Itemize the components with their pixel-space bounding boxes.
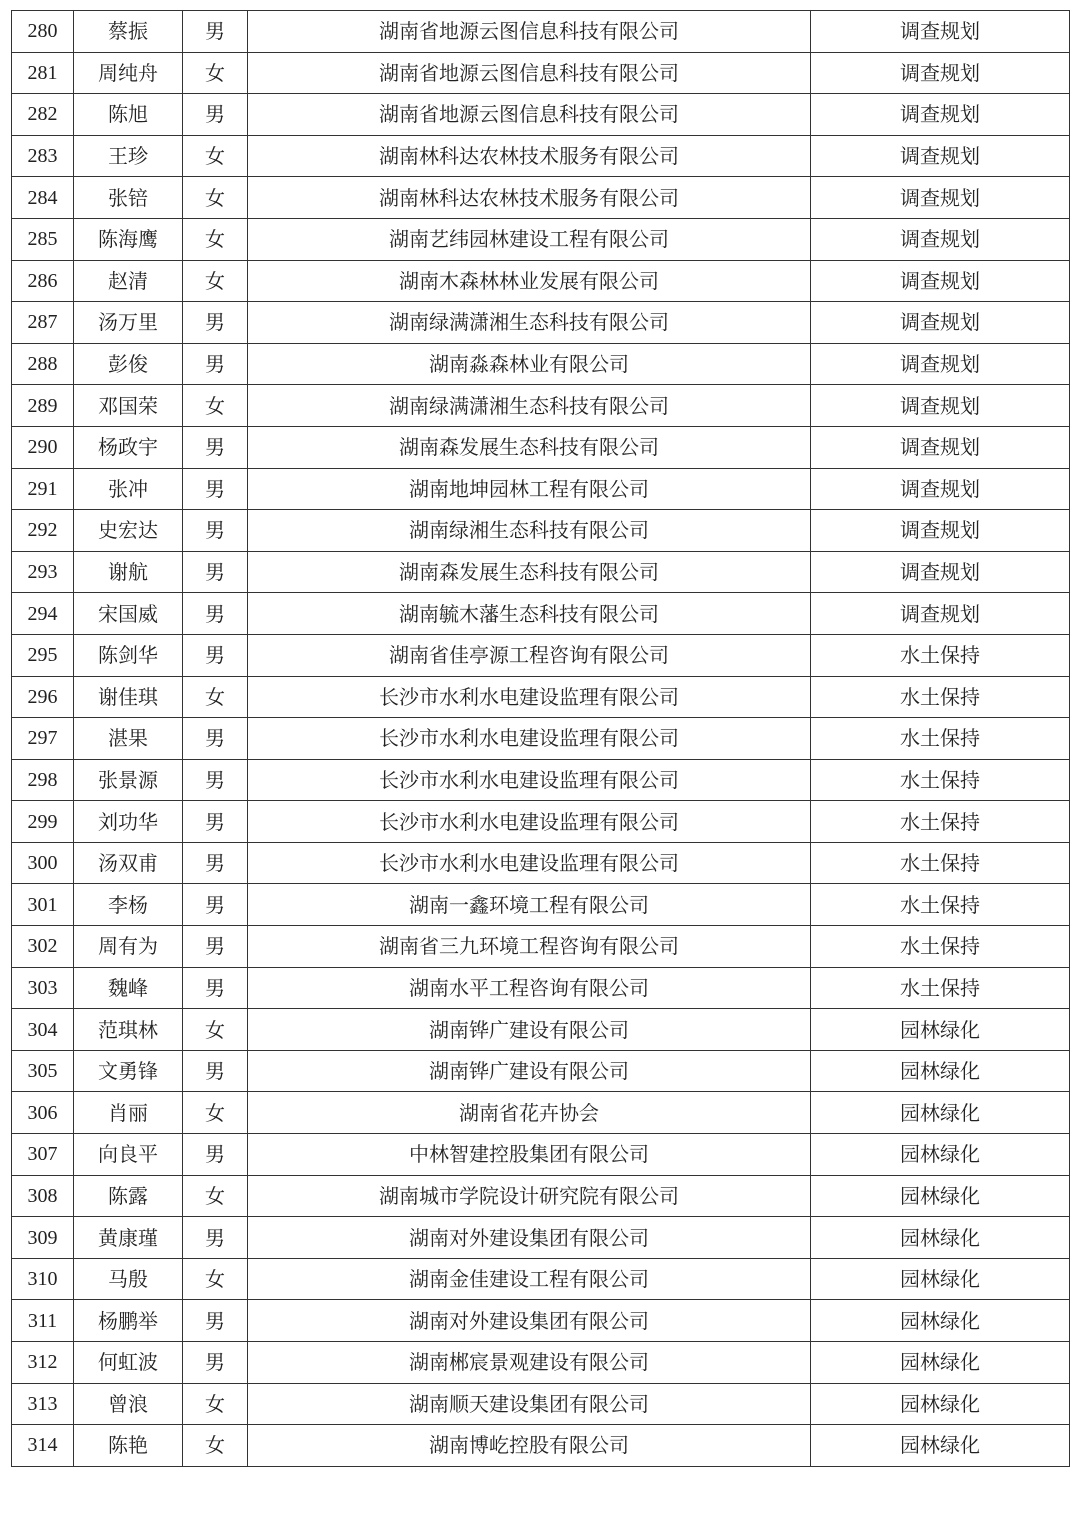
gender-cell: 男: [183, 718, 248, 760]
specialty-field-cell: 园林绿化: [811, 1258, 1070, 1300]
specialty-field-cell: 园林绿化: [811, 1050, 1070, 1092]
organization-cell: 湖南省花卉协会: [248, 1092, 811, 1134]
specialty-field-cell: 调查规划: [811, 468, 1070, 510]
serial-number-cell: 305: [12, 1050, 74, 1092]
specialty-field-cell: 调查规划: [811, 343, 1070, 385]
organization-cell: 湖南森发展生态科技有限公司: [248, 551, 811, 593]
gender-cell: 女: [183, 218, 248, 260]
name-cell: 陈露: [74, 1175, 183, 1217]
specialty-field-cell: 水土保持: [811, 926, 1070, 968]
name-cell: 肖丽: [74, 1092, 183, 1134]
serial-number-cell: 308: [12, 1175, 74, 1217]
organization-cell: 湖南金佳建设工程有限公司: [248, 1258, 811, 1300]
name-cell: 谢航: [74, 551, 183, 593]
table-row: [12, 634, 1070, 676]
gender-cell: 男: [183, 11, 248, 53]
table-row: [12, 1425, 1070, 1467]
gender-cell: 男: [183, 302, 248, 344]
name-cell: 马殷: [74, 1258, 183, 1300]
table-row: [12, 11, 1070, 53]
serial-number-cell: 298: [12, 759, 74, 801]
name-cell: 李杨: [74, 884, 183, 926]
name-cell: 彭俊: [74, 343, 183, 385]
serial-number-cell: 284: [12, 177, 74, 219]
name-cell: 张景源: [74, 759, 183, 801]
serial-number-cell: 314: [12, 1425, 74, 1467]
serial-number-cell: 299: [12, 801, 74, 843]
serial-number-cell: 290: [12, 426, 74, 468]
organization-cell: 湖南铧广建设有限公司: [248, 1050, 811, 1092]
organization-cell: 长沙市水利水电建设监理有限公司: [248, 676, 811, 718]
serial-number-cell: 295: [12, 634, 74, 676]
gender-cell: 女: [183, 1258, 248, 1300]
organization-cell: 湖南绿湘生态科技有限公司: [248, 510, 811, 552]
name-cell: 范琪林: [74, 1009, 183, 1051]
gender-cell: 男: [183, 1300, 248, 1342]
table-row: [12, 1050, 1070, 1092]
serial-number-cell: 294: [12, 593, 74, 635]
specialty-field-cell: 园林绿化: [811, 1092, 1070, 1134]
name-cell: 陈剑华: [74, 634, 183, 676]
table-row: [12, 510, 1070, 552]
roster-table-body: [12, 11, 1070, 1467]
gender-cell: 男: [183, 510, 248, 552]
table-row: [12, 52, 1070, 94]
organization-cell: 湖南铧广建设有限公司: [248, 1009, 811, 1051]
gender-cell: 男: [183, 801, 248, 843]
name-cell: 杨政宇: [74, 426, 183, 468]
serial-number-cell: 281: [12, 52, 74, 94]
gender-cell: 男: [183, 426, 248, 468]
name-cell: 蔡振: [74, 11, 183, 53]
organization-cell: 湖南绿满潇湘生态科技有限公司: [248, 385, 811, 427]
table-row: [12, 426, 1070, 468]
serial-number-cell: 297: [12, 718, 74, 760]
gender-cell: 男: [183, 759, 248, 801]
specialty-field-cell: 园林绿化: [811, 1134, 1070, 1176]
name-cell: 赵清: [74, 260, 183, 302]
table-row: [12, 676, 1070, 718]
organization-cell: 湖南对外建设集团有限公司: [248, 1300, 811, 1342]
name-cell: 黄康瑾: [74, 1217, 183, 1259]
organization-cell: 湖南艺纬园林建设工程有限公司: [248, 218, 811, 260]
table-row: [12, 718, 1070, 760]
gender-cell: 男: [183, 884, 248, 926]
table-row: [12, 926, 1070, 968]
gender-cell: 女: [183, 52, 248, 94]
name-cell: 汤万里: [74, 302, 183, 344]
serial-number-cell: 291: [12, 468, 74, 510]
organization-cell: 湖南淼森林业有限公司: [248, 343, 811, 385]
organization-cell: 湖南城市学院设计研究院有限公司: [248, 1175, 811, 1217]
gender-cell: 女: [183, 177, 248, 219]
gender-cell: 男: [183, 967, 248, 1009]
specialty-field-cell: 调查规划: [811, 302, 1070, 344]
name-cell: 文勇锋: [74, 1050, 183, 1092]
table-row: [12, 468, 1070, 510]
specialty-field-cell: 园林绿化: [811, 1009, 1070, 1051]
roster-table-container: [11, 10, 1069, 1467]
serial-number-cell: 288: [12, 343, 74, 385]
organization-cell: 湖南省三九环境工程咨询有限公司: [248, 926, 811, 968]
name-cell: 张锫: [74, 177, 183, 219]
name-cell: 谢佳琪: [74, 676, 183, 718]
gender-cell: 男: [183, 343, 248, 385]
specialty-field-cell: 园林绿化: [811, 1175, 1070, 1217]
serial-number-cell: 304: [12, 1009, 74, 1051]
name-cell: 何虹波: [74, 1342, 183, 1384]
serial-number-cell: 280: [12, 11, 74, 53]
organization-cell: 长沙市水利水电建设监理有限公司: [248, 759, 811, 801]
organization-cell: 湖南顺天建设集团有限公司: [248, 1383, 811, 1425]
specialty-field-cell: 调查规划: [811, 52, 1070, 94]
roster-table: [11, 10, 1070, 1467]
table-row: [12, 593, 1070, 635]
organization-cell: 长沙市水利水电建设监理有限公司: [248, 801, 811, 843]
name-cell: 刘功华: [74, 801, 183, 843]
name-cell: 湛果: [74, 718, 183, 760]
serial-number-cell: 293: [12, 551, 74, 593]
gender-cell: 女: [183, 1009, 248, 1051]
serial-number-cell: 285: [12, 218, 74, 260]
serial-number-cell: 283: [12, 135, 74, 177]
table-row: [12, 1092, 1070, 1134]
organization-cell: 湖南省地源云图信息科技有限公司: [248, 11, 811, 53]
gender-cell: 女: [183, 676, 248, 718]
name-cell: 宋国威: [74, 593, 183, 635]
specialty-field-cell: 调查规划: [811, 177, 1070, 219]
specialty-field-cell: 调查规划: [811, 551, 1070, 593]
organization-cell: 湖南博屹控股有限公司: [248, 1425, 811, 1467]
name-cell: 周纯舟: [74, 52, 183, 94]
name-cell: 杨鹏举: [74, 1300, 183, 1342]
table-row: [12, 177, 1070, 219]
name-cell: 邓国荣: [74, 385, 183, 427]
specialty-field-cell: 调查规划: [811, 385, 1070, 427]
serial-number-cell: 306: [12, 1092, 74, 1134]
table-row: [12, 343, 1070, 385]
specialty-field-cell: 调查规划: [811, 94, 1070, 136]
gender-cell: 男: [183, 926, 248, 968]
serial-number-cell: 289: [12, 385, 74, 427]
name-cell: 陈艳: [74, 1425, 183, 1467]
name-cell: 汤双甫: [74, 842, 183, 884]
table-row: [12, 1009, 1070, 1051]
organization-cell: 湖南地坤园林工程有限公司: [248, 468, 811, 510]
specialty-field-cell: 水土保持: [811, 884, 1070, 926]
table-row: [12, 1342, 1070, 1384]
organization-cell: 湖南水平工程咨询有限公司: [248, 967, 811, 1009]
name-cell: 王珍: [74, 135, 183, 177]
serial-number-cell: 303: [12, 967, 74, 1009]
serial-number-cell: 292: [12, 510, 74, 552]
table-row: [12, 260, 1070, 302]
organization-cell: 湖南毓木藩生态科技有限公司: [248, 593, 811, 635]
organization-cell: 湖南省佳亭源工程咨询有限公司: [248, 634, 811, 676]
specialty-field-cell: 调查规划: [811, 510, 1070, 552]
gender-cell: 男: [183, 1342, 248, 1384]
organization-cell: 长沙市水利水电建设监理有限公司: [248, 718, 811, 760]
specialty-field-cell: 园林绿化: [811, 1383, 1070, 1425]
organization-cell: 湖南绿满潇湘生态科技有限公司: [248, 302, 811, 344]
gender-cell: 男: [183, 634, 248, 676]
name-cell: 魏峰: [74, 967, 183, 1009]
gender-cell: 女: [183, 1425, 248, 1467]
serial-number-cell: 287: [12, 302, 74, 344]
serial-number-cell: 286: [12, 260, 74, 302]
table-row: [12, 1300, 1070, 1342]
gender-cell: 男: [183, 1134, 248, 1176]
serial-number-cell: 310: [12, 1258, 74, 1300]
organization-cell: 湖南郴宸景观建设有限公司: [248, 1342, 811, 1384]
table-row: [12, 94, 1070, 136]
gender-cell: 男: [183, 468, 248, 510]
specialty-field-cell: 水土保持: [811, 676, 1070, 718]
serial-number-cell: 312: [12, 1342, 74, 1384]
gender-cell: 女: [183, 1175, 248, 1217]
organization-cell: 湖南林科达农林技术服务有限公司: [248, 135, 811, 177]
name-cell: 周有为: [74, 926, 183, 968]
serial-number-cell: 309: [12, 1217, 74, 1259]
serial-number-cell: 307: [12, 1134, 74, 1176]
organization-cell: 湖南木森林林业发展有限公司: [248, 260, 811, 302]
organization-cell: 湖南省地源云图信息科技有限公司: [248, 94, 811, 136]
name-cell: 张冲: [74, 468, 183, 510]
specialty-field-cell: 水土保持: [811, 634, 1070, 676]
serial-number-cell: 282: [12, 94, 74, 136]
name-cell: 史宏达: [74, 510, 183, 552]
table-row: [12, 801, 1070, 843]
serial-number-cell: 300: [12, 842, 74, 884]
specialty-field-cell: 调查规划: [811, 135, 1070, 177]
specialty-field-cell: 调查规划: [811, 218, 1070, 260]
name-cell: 陈旭: [74, 94, 183, 136]
organization-cell: 湖南省地源云图信息科技有限公司: [248, 52, 811, 94]
gender-cell: 女: [183, 385, 248, 427]
gender-cell: 男: [183, 94, 248, 136]
table-row: [12, 135, 1070, 177]
name-cell: 曾浪: [74, 1383, 183, 1425]
serial-number-cell: 296: [12, 676, 74, 718]
gender-cell: 女: [183, 135, 248, 177]
table-row: [12, 1258, 1070, 1300]
specialty-field-cell: 水土保持: [811, 801, 1070, 843]
table-row: [12, 551, 1070, 593]
specialty-field-cell: 调查规划: [811, 426, 1070, 468]
table-row: [12, 218, 1070, 260]
table-row: [12, 842, 1070, 884]
organization-cell: 湖南一鑫环境工程有限公司: [248, 884, 811, 926]
table-row: [12, 1383, 1070, 1425]
specialty-field-cell: 园林绿化: [811, 1342, 1070, 1384]
gender-cell: 男: [183, 551, 248, 593]
serial-number-cell: 313: [12, 1383, 74, 1425]
serial-number-cell: 302: [12, 926, 74, 968]
table-row: [12, 385, 1070, 427]
organization-cell: 湖南林科达农林技术服务有限公司: [248, 177, 811, 219]
specialty-field-cell: 调查规划: [811, 11, 1070, 53]
specialty-field-cell: 调查规划: [811, 260, 1070, 302]
specialty-field-cell: 水土保持: [811, 759, 1070, 801]
gender-cell: 男: [183, 593, 248, 635]
table-row: [12, 302, 1070, 344]
table-row: [12, 1134, 1070, 1176]
table-row: [12, 884, 1070, 926]
table-row: [12, 1217, 1070, 1259]
table-row: [12, 1175, 1070, 1217]
gender-cell: 男: [183, 1050, 248, 1092]
specialty-field-cell: 水土保持: [811, 967, 1070, 1009]
gender-cell: 女: [183, 1383, 248, 1425]
specialty-field-cell: 园林绿化: [811, 1425, 1070, 1467]
organization-cell: 湖南森发展生态科技有限公司: [248, 426, 811, 468]
specialty-field-cell: 园林绿化: [811, 1217, 1070, 1259]
gender-cell: 女: [183, 260, 248, 302]
table-row: [12, 759, 1070, 801]
serial-number-cell: 311: [12, 1300, 74, 1342]
gender-cell: 女: [183, 1092, 248, 1134]
organization-cell: 湖南对外建设集团有限公司: [248, 1217, 811, 1259]
gender-cell: 男: [183, 842, 248, 884]
name-cell: 向良平: [74, 1134, 183, 1176]
organization-cell: 中林智建控股集团有限公司: [248, 1134, 811, 1176]
name-cell: 陈海鹰: [74, 218, 183, 260]
serial-number-cell: 301: [12, 884, 74, 926]
specialty-field-cell: 水土保持: [811, 842, 1070, 884]
organization-cell: 长沙市水利水电建设监理有限公司: [248, 842, 811, 884]
specialty-field-cell: 水土保持: [811, 718, 1070, 760]
specialty-field-cell: 调查规划: [811, 593, 1070, 635]
table-row: [12, 967, 1070, 1009]
specialty-field-cell: 园林绿化: [811, 1300, 1070, 1342]
gender-cell: 男: [183, 1217, 248, 1259]
